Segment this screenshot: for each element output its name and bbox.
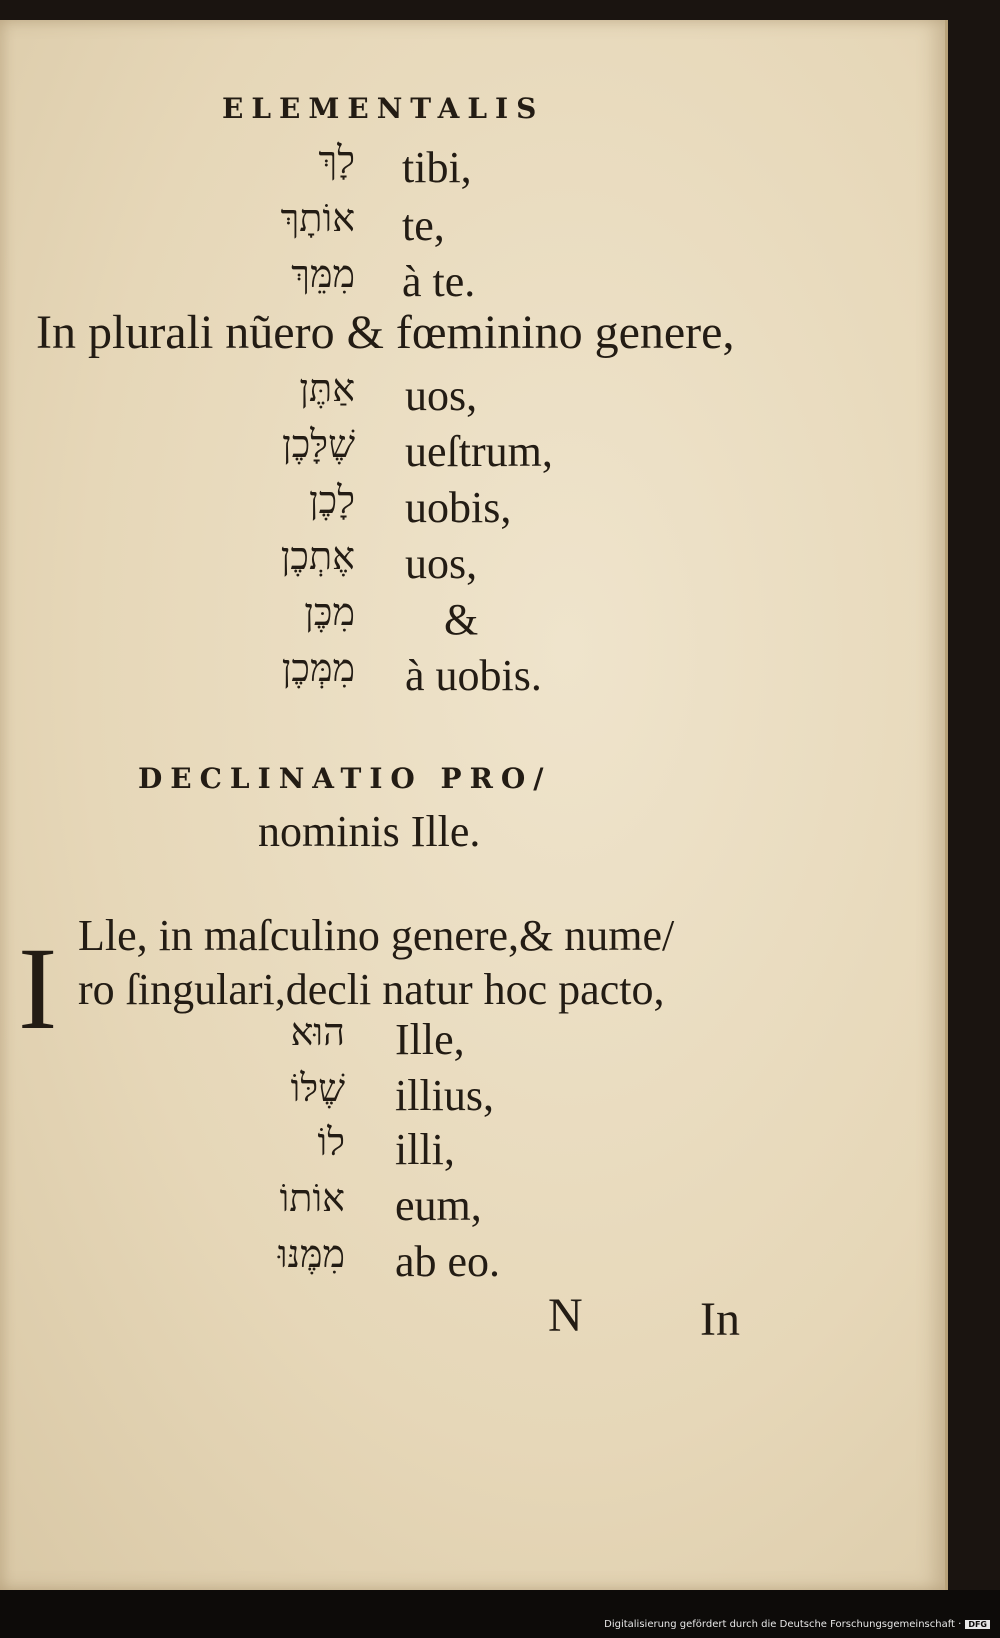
latin-word: ab eo. — [395, 1237, 501, 1286]
paragraph-line: Lle, in maſculino genere,& nume/ — [78, 911, 675, 960]
hebrew-word: מִמְּכֶן — [281, 646, 355, 690]
latin-word: & — [444, 595, 479, 644]
latin-word: Ille, — [395, 1015, 465, 1064]
hebrew-word: לוֹ — [317, 1120, 345, 1164]
hebrew-word: מִכֶּן — [304, 590, 355, 634]
hebrew-word: הוּא — [290, 1010, 345, 1054]
latin-word: ueſtrum, — [405, 427, 553, 476]
catchword: In — [700, 1293, 740, 1346]
hebrew-word: אוֹתָךְ — [280, 196, 355, 240]
hebrew-word: שֶׁלּוֹ — [290, 1066, 345, 1110]
hebrew-word: אֶתְכֶן — [280, 534, 355, 578]
latin-word: te, — [402, 201, 445, 250]
latin-word: illius, — [395, 1071, 495, 1120]
latin-word: eum, — [395, 1181, 482, 1230]
book-page — [0, 20, 948, 1590]
latin-word: illi, — [395, 1125, 455, 1174]
hebrew-word: אוֹתוֹ — [279, 1176, 345, 1220]
latin-word: uobis, — [405, 483, 512, 532]
section-subheading: nominis Ille. — [258, 807, 481, 856]
latin-word: uos, — [405, 539, 478, 588]
paragraph-line: ro ſingulari,decli natur hoc pacto, — [78, 965, 665, 1014]
latin-word: uos, — [405, 371, 478, 420]
running-header: ELEMENTALIS — [222, 92, 545, 125]
latin-word: à uobis. — [405, 651, 542, 700]
hebrew-word: שֶׁלָּכֶן — [282, 422, 355, 466]
hebrew-word: לָךְ — [318, 138, 355, 182]
dfg-logo-icon: DFG — [965, 1620, 990, 1629]
latin-word: à te. — [402, 257, 476, 306]
plural-heading: In plurali nũero & fœminino genere, — [36, 306, 735, 359]
hebrew-word: לָכֶן — [308, 478, 355, 522]
viewer-footer — [0, 1590, 1000, 1638]
section-heading: DECLINATIO PRO/ — [138, 762, 552, 795]
funding-credit — [604, 1619, 990, 1630]
hebrew-word: מִמֵּךְ — [291, 252, 355, 296]
latin-word: tibi, — [402, 143, 472, 192]
hebrew-word: מִמֶּנּוּ — [277, 1232, 345, 1276]
credit-text: Digitalisierung gefördert durch die Deutsche Forschungsgemeinschaft · — [604, 1619, 962, 1630]
drop-cap-initial: I — [18, 923, 58, 1054]
hebrew-word: אַתֶּן — [299, 366, 355, 410]
signature-mark: N — [548, 1289, 583, 1342]
